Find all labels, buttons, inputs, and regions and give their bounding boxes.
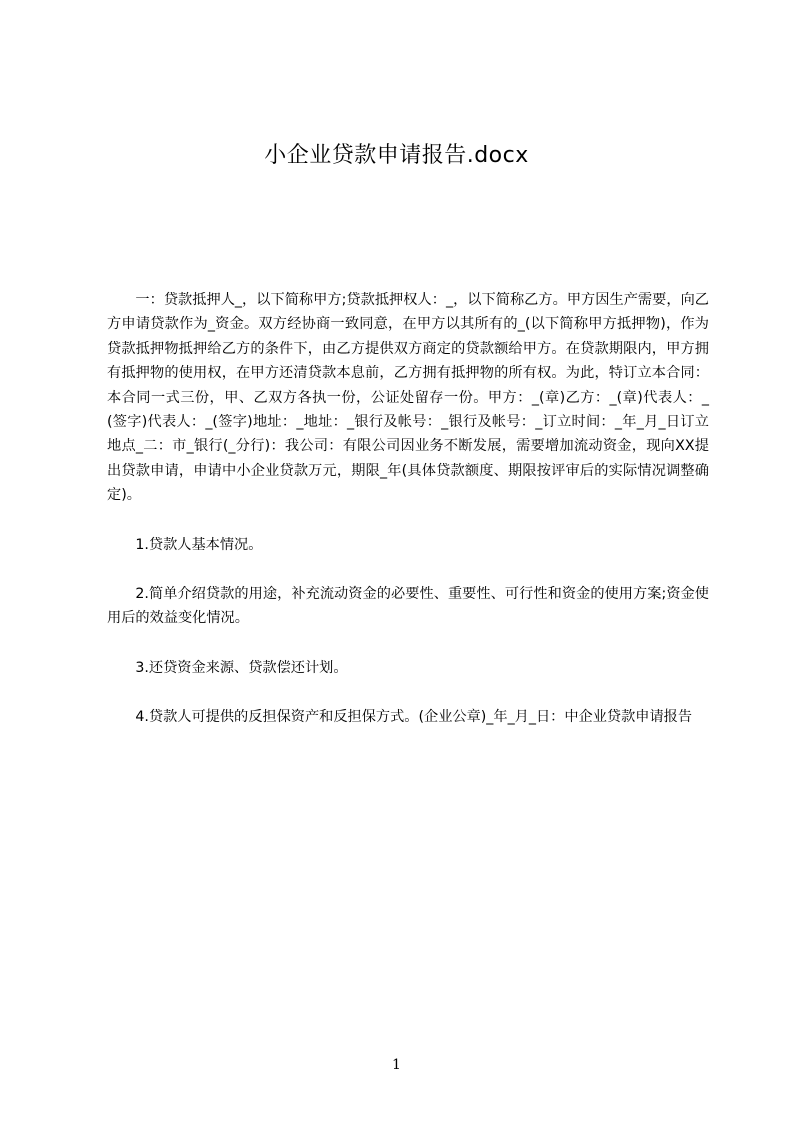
page-number: 1 [392, 1057, 401, 1073]
document-title: 小企业贷款申请报告.docx [264, 143, 529, 168]
intro-paragraph: 一：贷款抵押人_，以下简称甲方;贷款抵押权人：_，以下简称乙方。甲方因生产需要，向乙方申请贷款作为_资金。双方经协商一致同意，在甲方以其所有的_(以下简称甲方抵押物)，作为贷款抵押物抵押给乙方的条件下，由乙方提供双方商定的贷款额给甲方。在贷款期限内，甲方拥有抵押物的使用权，在甲方还清贷款本息前，乙方拥有抵押物的所有权。为此，特订立本合同：本合同一式三份，甲、乙双方各执一份，公证处留存一份。甲方：_(章)乙方：_(章)代表人：_(签字)代表人：_(签字)地址：_地址：_银行及帐号：_银行及帐号：_订立时间：_年_月_日订立地点_二：市_银行(_分行)：我公司：有限公司因业务不断发展，需要增加流动资金，现向XX提出贷款申请，申请中小企业贷款万元，期限_年(具体贷款额度、期限按评审后的实际情况调整确定)。 [107, 292, 709, 504]
document-body [107, 288, 709, 730]
item-3-paragraph: 3.还贷资金来源、贷款偿还计划。 [135, 659, 348, 676]
item-4-paragraph: 4.贷款人可提供的反担保资产和反担保方式。(企业公章)_年_月_日：中企业贷款申请报告 [135, 709, 693, 726]
item-1-paragraph: 1.贷款人基本情况。 [135, 536, 263, 553]
item-2-paragraph: 2.简单介绍贷款的用途，补充流动资金的必要性、重要性、可行性和资金的使用方案;资金使用后的效益变化情况。 [107, 586, 709, 627]
